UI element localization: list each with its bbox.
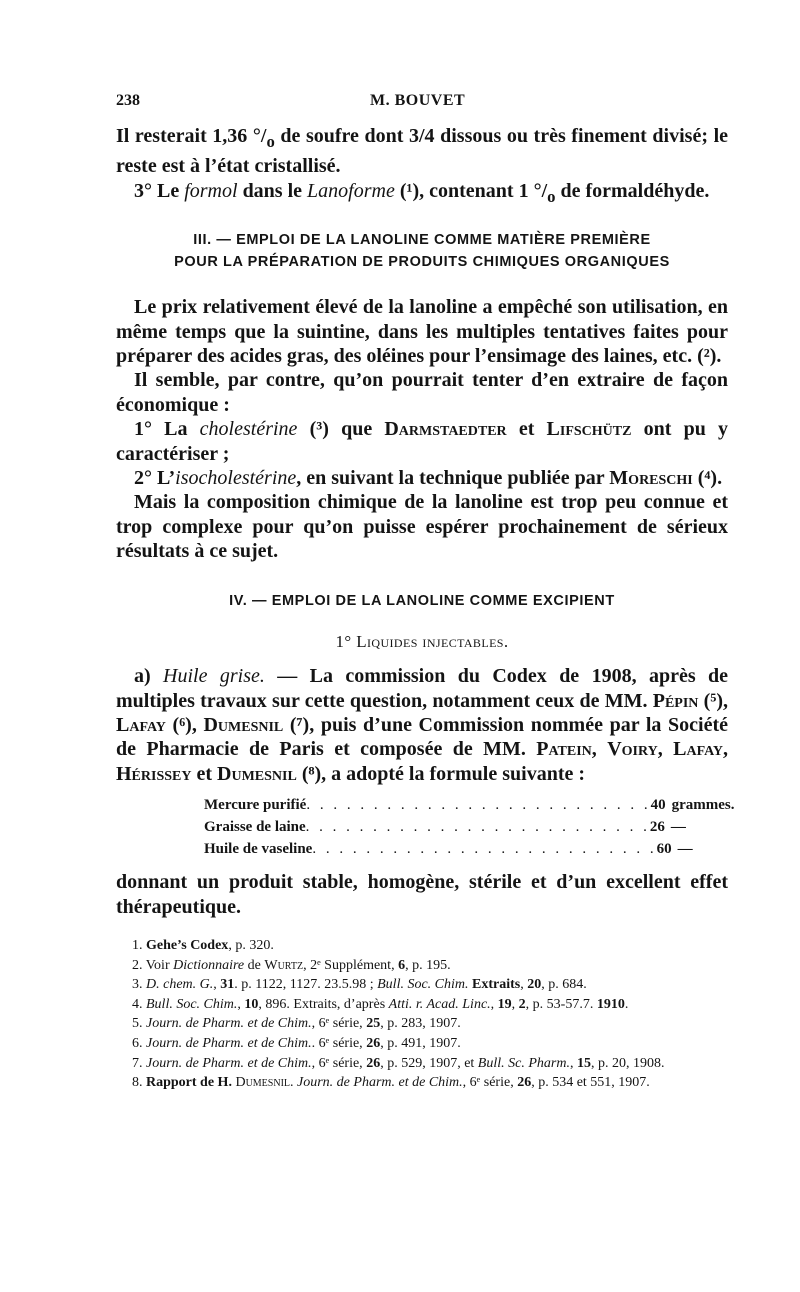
section-heading-iv: IV. — EMPLOI DE LA LANOLINE COMME EXCIPIENT [229,592,615,609]
paragraph-isocholesterine: 2° L’isocholestérine, en suivant la technique publiée par Moreschi (⁴). [134,467,723,490]
footnote-1: 1. Gehe’s Codex, p. 320. [132,938,274,953]
footnotes [116,936,728,1093]
page-header [116,92,728,116]
paragraph-price: Le prix relativement élevé de la lanoline a empêché son utilisation, en même temps que la suintine, dans les multiples tentatives faites pour préparer des acides gras, des oléines pour l’ensimage des laines, etc. (²). [116,296,728,368]
paragraph-sulfur: Il resterait 1,36 $^\circ/_o$ de soufre dont 3/4 dissous ou très finement divisé; le reste est à l’état cristallisé. [116,125,728,178]
page-number: 238 [116,92,140,109]
formula-row: Huile de vaseline . . . . . . . . . . . . . . . . . . . . . . . . . . 60 — [204,841,693,858]
footnote-5: 5. Journ. de Pharm. et de Chim., 6ᵉ série, 25, p. 283, 1907. [132,1016,461,1032]
footnote-3: 3. D. chem. G., 31. p. 1122, 1127. 23.5.98 ; Bull. Soc. Chim. Extraits, 20, p. 684. [132,977,587,993]
paragraph-extraction: Il semble, par contre, qu’on pourrait tenter d’en extraire de façon économique : [116,369,728,416]
section-heading-iii: III. — EMPLOI DE LA LANOLINE COMME MATIÈRE PREMIÈRE POUR LA PRÉPARATION DE PRODUITS CHIMIQUES ORGANIQUES [174,232,670,271]
paragraph-cholesterine: 1° La cholestérine (³) que Darmstaedter et Lifschütz ont pu y caractériser ; [116,418,728,465]
paragraph-conclusion: donnant un produit stable, homogène, stérile et d’un excellent effet thérapeutique. [116,871,728,918]
footnote-2: 2. Voir Dictionnaire de Wurtz, 2ᵉ Supplément, 6, p. 195. [132,957,451,973]
paragraph-composition: Mais la composition chimique de la lanoline est trop peu connue et trop complexe pour qu’on puisse espérer prochainement de sérieux résultats à ce sujet. [116,491,728,563]
paragraph-huile-grise: a) Huile grise. — La commission du Codex de 1908, après de multiples travaux sur cette question, notamment ceux de MM. Pépin (⁵), Lafay (⁶), Dumesnil (⁷), puis d’une Commission nommée par la Société de Pharmacie de Paris et composée de MM. Patein, Voiry, Lafay, Hérissey et Dumesnil (⁸), a adopté la formule suivante : [116,665,729,785]
paragraph-formol: 3° Le formol dans le Lanoforme (¹), contenant 1 $^\circ/_o$ de formaldéhyde. [134,179,710,206]
formula-table [204,794,735,860]
formula-row: Graisse de laine . . . . . . . . . . . . . . . . . . . . . . . . . . 26 — [204,819,686,836]
formula-row: Mercure purifié . . . . . . . . . . . . . . . . . . . . . . . . . . 40 grammes. [204,797,735,814]
main-text [116,124,735,919]
subsection-heading: 1° Liquides injectables. [335,631,509,651]
footnote-7: 7. Journ. de Pharm. et de Chim., 6ᵉ série, 26, p. 529, 1907, et Bull. Sc. Pharm., 15, p. 20, 1908. [132,1055,665,1071]
footnote-4: 4. Bull. Soc. Chim., 10, 896. Extraits, d’après Atti. r. Acad. Linc., 19, 2, p. 53-57.7. 1910. [132,996,629,1012]
running-title: M. BOUVET [370,92,466,109]
footnote-8: 8. Rapport de H. Dumesnil. Journ. de Pharm. et de Chim., 6ᵉ série, 26, p. 534 et 551, 1907. [132,1075,650,1091]
footnote-6: 6. Journ. de Pharm. et de Chim.. 6ᵉ série, 26, p. 491, 1907. [132,1035,461,1051]
